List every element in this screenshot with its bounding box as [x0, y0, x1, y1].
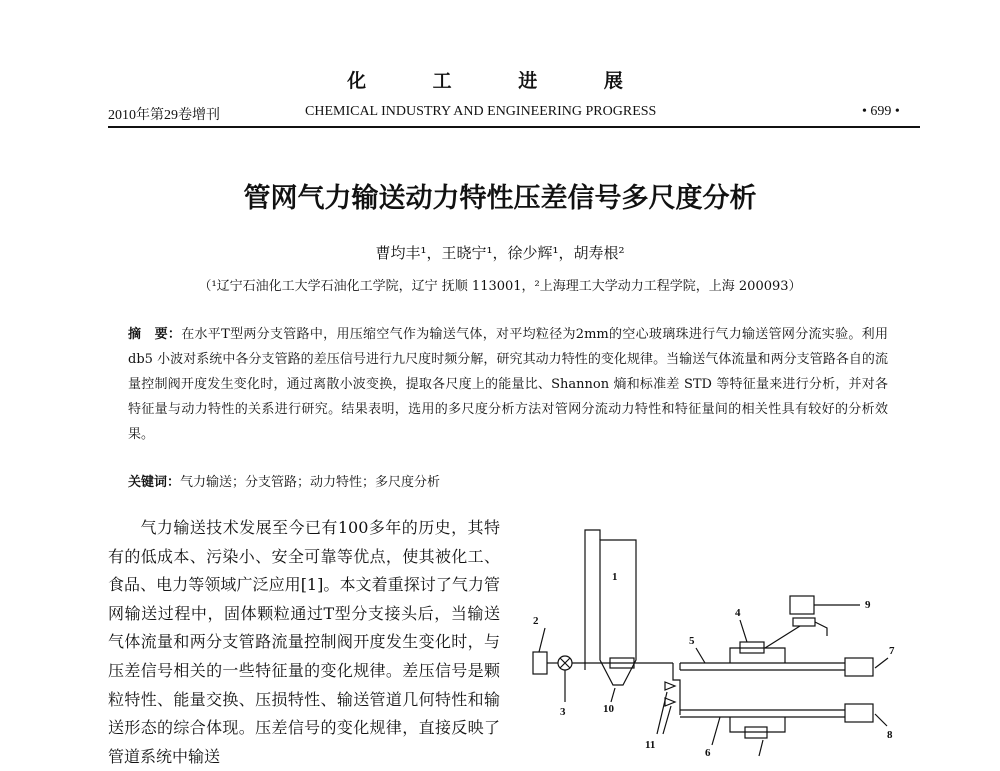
- label-2: 2: [533, 615, 539, 627]
- compressor-box: [533, 652, 547, 674]
- hopper-pipe: [585, 530, 600, 670]
- header-rule: [108, 126, 920, 128]
- label-8: 8: [887, 729, 893, 741]
- pressure-sensor-bottom: [730, 717, 785, 732]
- body-paragraph: 气力输送技术发展至今已有100多年的历史，其特有的低成本、污染小、安全可靠等优点，使其被化工、食品、电力等领域广泛应用[1]。本文着重探讨了气力管网输送过程中，固体颗粒通过T型分支接头后，当输送气体流量和两分支管路流量控制阀开度发生变化时，与压差信号相关的一些特征量的变化规律。差压信号是颗粒特性、能量交换、压损特性、输送管道几何特性和输送形态的综合体现。压差信号的变化规律，直接反映了管道系统中输送: [108, 518, 500, 766]
- pressure-sensor-top: [730, 648, 785, 663]
- abstract: [128, 322, 888, 447]
- journal-english-name: CHEMICAL INDUSTRY AND ENGINEERING PROGRESS: [305, 104, 657, 119]
- main-pipe: [673, 663, 680, 715]
- keywords-text: 气力输送；分支管路；动力特性；多尺度分析: [180, 475, 441, 490]
- label-1: 1: [612, 571, 618, 583]
- branch-pipe-6: [680, 710, 845, 717]
- abstract-text: 在水平T型两分支管路中，用压缩空气作为输送气体，对平均粒径为2mm的空心玻璃珠进行气力输送管网分流实验。利用 db5 小波对系统中各分支管路的差压信号进行九尺度时频分解，研究其动力特性的变化规律。当输送气体流量和两分支管路各自的流量控制阀开度发生变化时，通过离散小波变换，提取各尺度上的能量比、Shannon 熵和标准差 STD 等特征量来进行分析，并对各特征量与动力特性的关系进行研究。结果表明，选用的多尺度分析方法对管网分流动力特性和特征量间的相关性具有较好的分析效果。: [128, 327, 888, 442]
- journal-title: 化 工 进 展: [347, 70, 653, 92]
- label-10: 10: [603, 703, 614, 715]
- receiver-8: [845, 704, 873, 722]
- body-text-column: [108, 514, 500, 771]
- issue-info: 2010年第29卷增刊: [108, 108, 220, 123]
- label-7: 7: [889, 645, 895, 657]
- apparatus-figure: [515, 520, 915, 760]
- branch-pipe-5: [680, 663, 845, 670]
- label-5: 5: [689, 635, 695, 647]
- receiver-7: [845, 658, 873, 676]
- label-3: 3: [560, 706, 566, 718]
- paper-title: 管网气力输送动力特性压差信号多尺度分析: [243, 183, 757, 214]
- abstract-label: 摘 要：: [128, 327, 182, 342]
- label-11: 11: [645, 739, 656, 751]
- keywords-label: 关键词：: [128, 475, 181, 490]
- keywords: [128, 471, 888, 490]
- label-4: 4: [735, 607, 741, 619]
- authors: 曹均丰¹，王晓宁¹，徐少辉¹，胡寿根²: [375, 244, 625, 262]
- page-number: • 699 •: [862, 104, 900, 119]
- label-9: 9: [865, 599, 871, 611]
- computer-9: [790, 596, 814, 614]
- label-6: 6: [705, 747, 711, 759]
- affiliation: （¹辽宁石油化工大学石油化工学院，辽宁 抚顺 113001，²上海理工大学动力工程学院，上海 200093）: [198, 279, 802, 294]
